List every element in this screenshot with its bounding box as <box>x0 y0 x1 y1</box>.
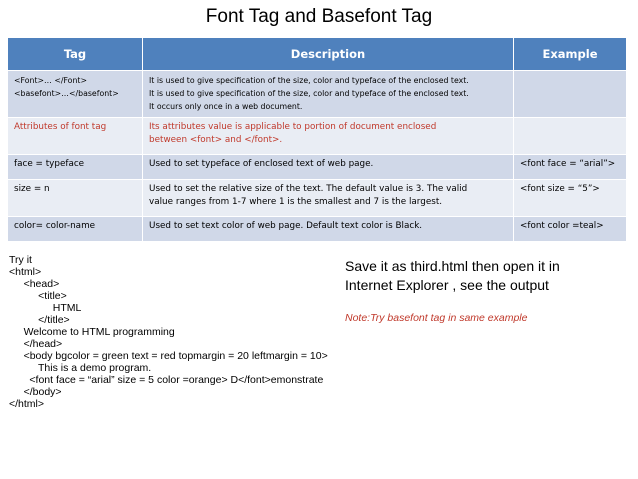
tag-cell <box>8 180 143 217</box>
code-line: <font face = “arial” size = 5 color =orange> D</font>emonstrate <box>9 374 324 386</box>
code-line: <head> <box>9 278 60 290</box>
save-instruction <box>345 257 560 295</box>
description-line: between <font> and </font>. <box>149 135 283 145</box>
description-line: Used to set typeface of enclosed text of web page. <box>149 159 374 169</box>
table-header-row <box>8 38 627 71</box>
description-cell <box>143 71 514 118</box>
header-tag: Tag <box>8 38 143 71</box>
header-example: Example <box>514 38 627 71</box>
example-cell <box>514 180 627 217</box>
description-line: Used to set the relative size of the text. The default value is 3. The valid <box>149 184 468 194</box>
tag-line: size = n <box>14 184 50 194</box>
table-row <box>8 71 627 118</box>
tag-line: <Font>… </Font> <box>14 76 87 85</box>
description-line: Used to set text color of web page. Default text color is Black. <box>149 221 423 231</box>
example-line: <font color =teal> <box>520 221 604 231</box>
example-line: <font size = “5”> <box>520 184 600 194</box>
tag-line: Attributes of font tag <box>14 122 107 132</box>
example-line: <font face = “arial”> <box>520 159 616 169</box>
tag-line: face = typeface <box>14 159 85 169</box>
tag-cell <box>8 155 143 180</box>
tag-cell <box>8 217 143 242</box>
example-cell <box>514 155 627 180</box>
table-row <box>8 180 627 217</box>
description-cell <box>143 118 514 155</box>
example-cell <box>514 118 627 155</box>
table-row <box>8 118 627 155</box>
tag-cell <box>8 71 143 118</box>
tag-cell <box>8 118 143 155</box>
description-line: It occurs only once in a web document. <box>149 102 303 111</box>
example-cell <box>514 217 627 242</box>
code-line: Welcome to HTML programming <box>9 326 175 338</box>
code-line: <html> <box>9 266 42 278</box>
example-cell <box>514 71 627 118</box>
description-line: It is used to give specification of the size, color and typeface of the enclosed text. <box>149 89 469 98</box>
tag-line: <basefont>…</basefont> <box>14 89 119 98</box>
save-line: Save it as third.html then open it in <box>345 258 560 274</box>
description-line: Its attributes value is applicable to portion of document enclosed <box>149 122 437 132</box>
code-line: This is a demo program. <box>9 362 152 374</box>
slide-title: Font Tag and Basefont Tag <box>205 6 433 27</box>
code-line: Try it <box>9 254 32 266</box>
description-line: value ranges from 1-7 where 1 is the smallest and 7 is the largest. <box>149 197 443 207</box>
table-row <box>8 217 627 242</box>
description-line: It is used to give specification of the size, color and typeface of the enclosed text. <box>149 76 469 85</box>
table-row <box>8 155 627 180</box>
description-cell <box>143 180 514 217</box>
code-line: <title> <box>9 290 67 302</box>
code-example <box>9 254 328 410</box>
font-tag-table <box>7 37 627 242</box>
code-line: HTML <box>9 302 82 314</box>
tag-line: color= color-name <box>14 221 96 231</box>
code-line: <body bgcolor = green text = red topmargin = 20 leftmargin = 10> <box>9 350 328 362</box>
note-text: Note:Try basefont tag in same example <box>345 312 528 324</box>
code-line: </body> <box>9 386 62 398</box>
header-description: Description <box>143 38 514 71</box>
save-line: Internet Explorer , see the output <box>345 277 549 293</box>
code-line: </head> <box>9 338 63 350</box>
description-cell <box>143 217 514 242</box>
description-cell <box>143 155 514 180</box>
code-line: </title> <box>9 314 70 326</box>
code-line: </html> <box>9 398 45 410</box>
